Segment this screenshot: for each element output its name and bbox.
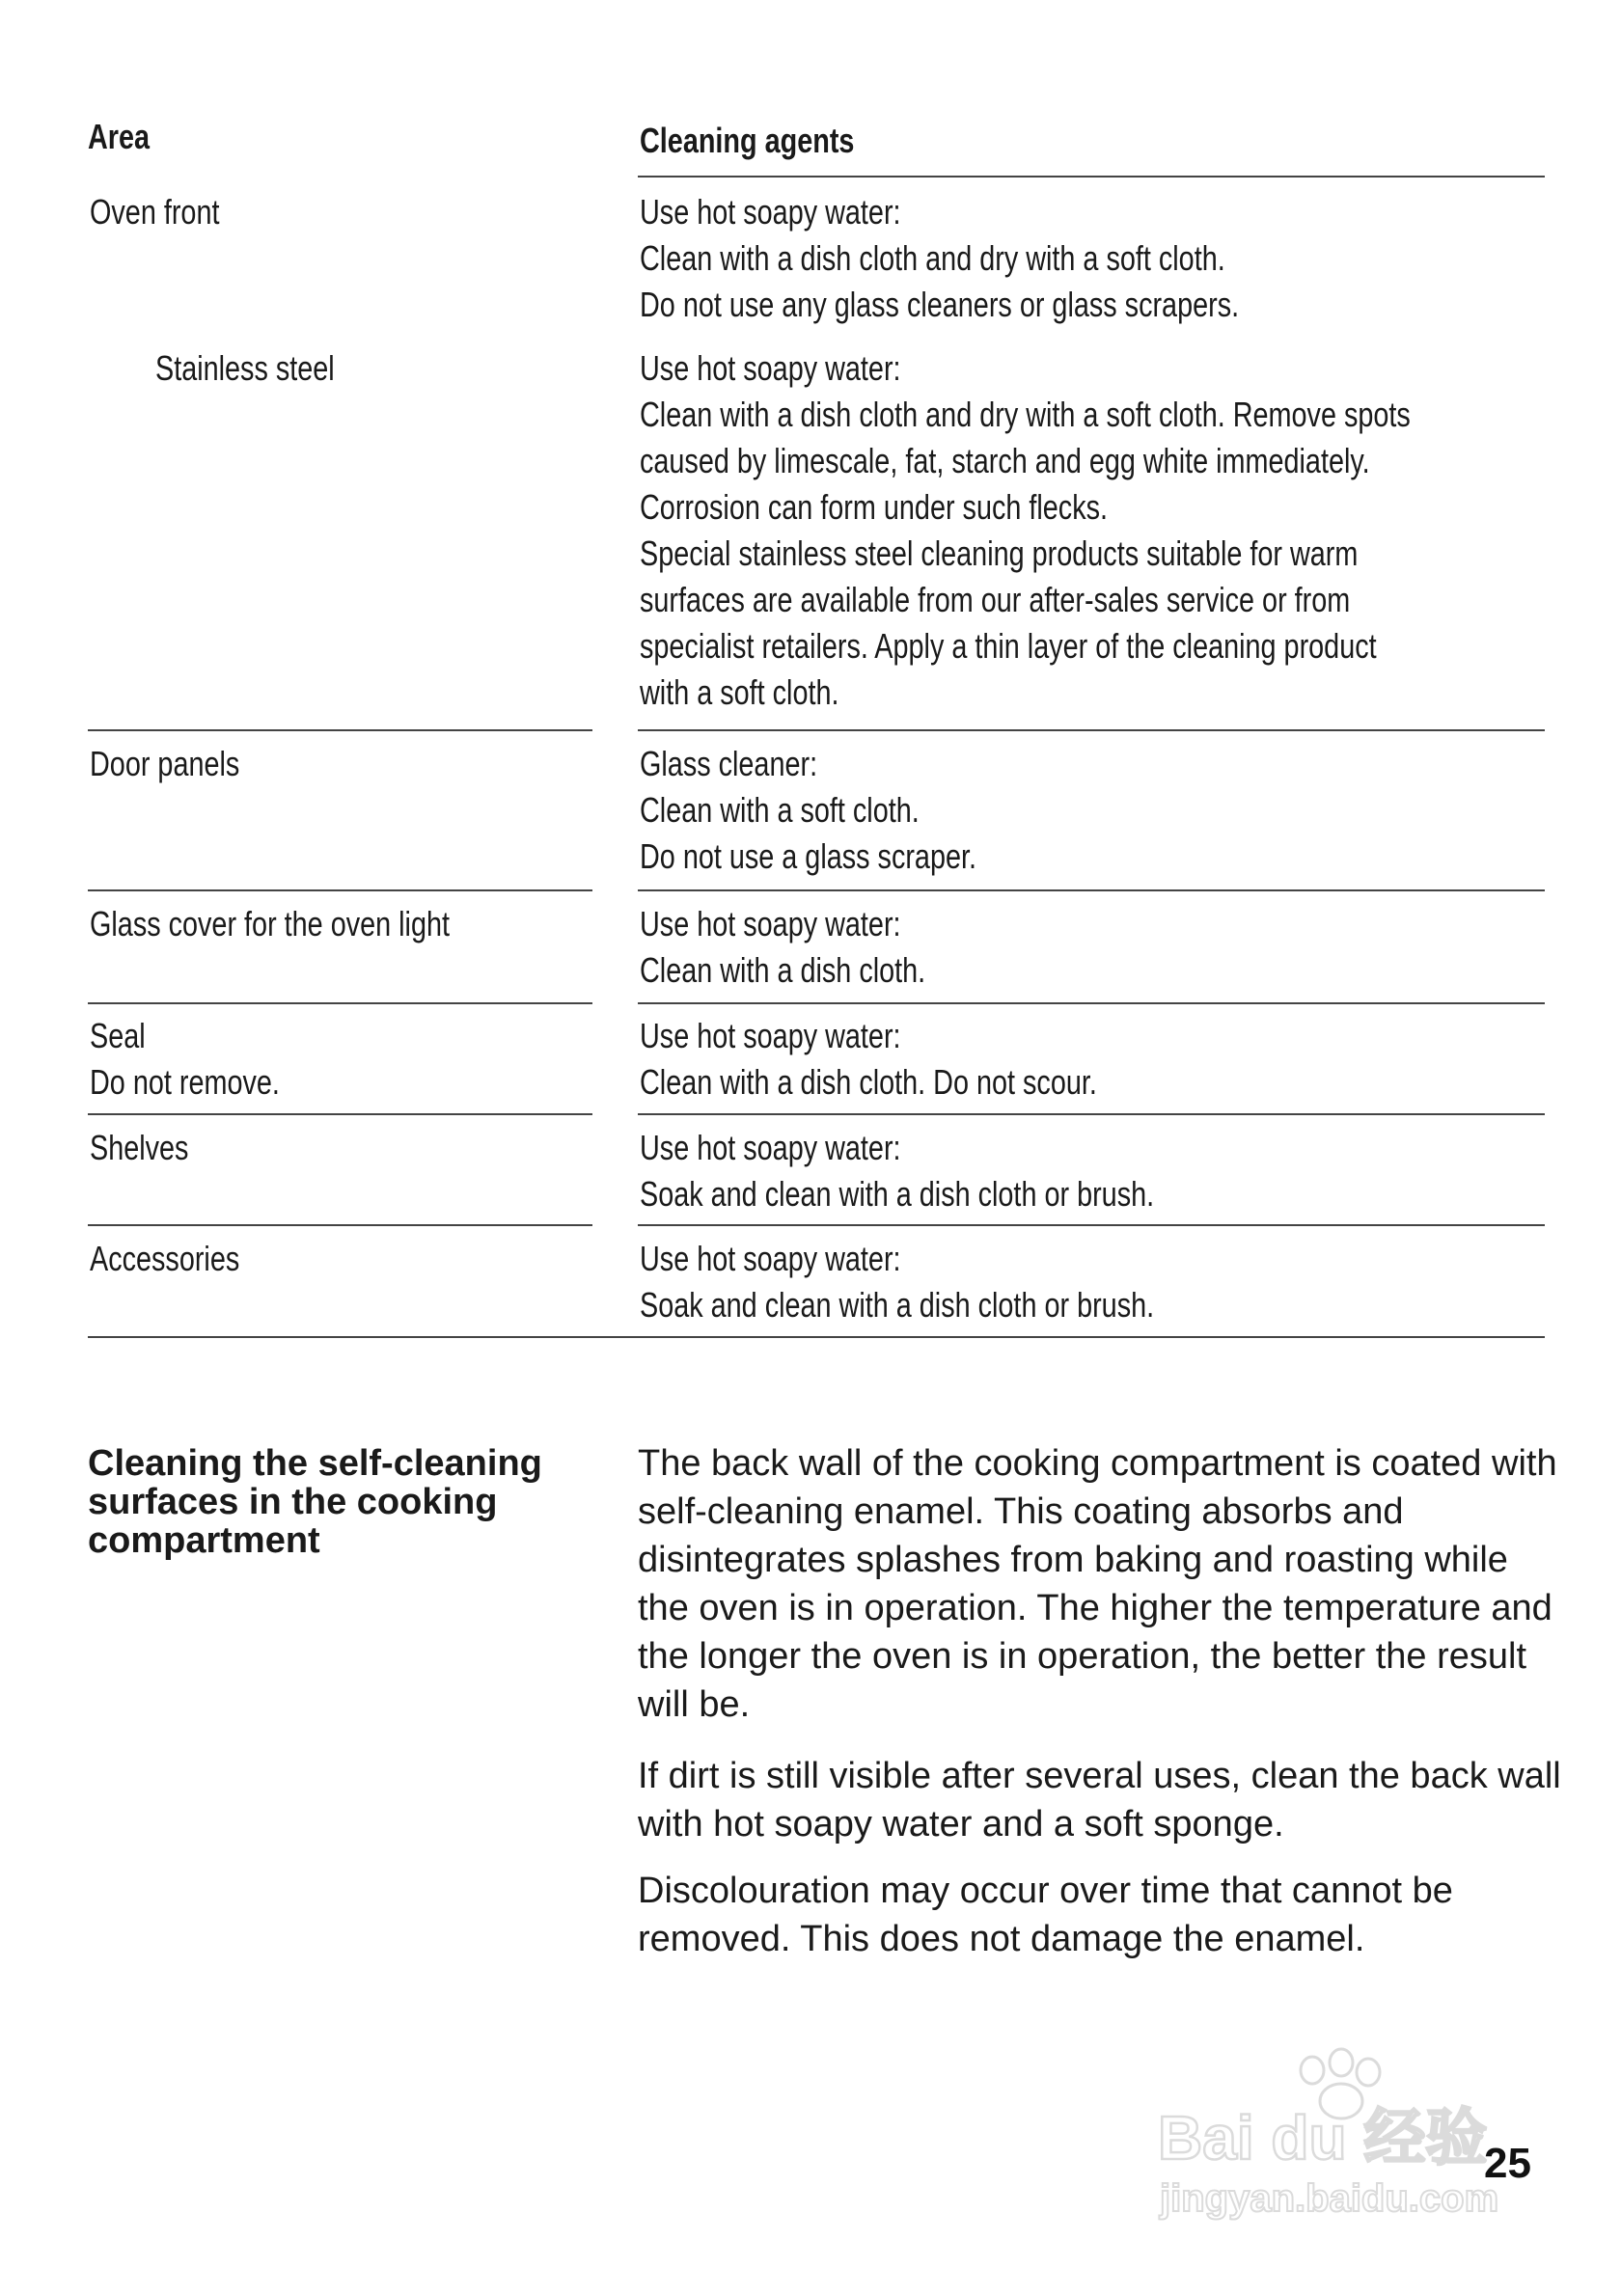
agents-glass-cover: Use hot soapy water: Clean with a dish cloth. [640, 904, 926, 990]
header-area: Area [88, 117, 151, 156]
agents-stainless-steel: Use hot soapy water: Clean with a dish cloth and dry with a soft cloth. Remove spots caused by limescale, fat, starch and egg white immediately. Corrosion can form under such flecks. Special stainless steel cleaning products suitable for warm surfaces are available from our after-sales service or from specialist retailers. Apply a thin layer of the cleaning product with a soft cloth. [640, 348, 1411, 712]
agents-oven-front: Use hot soapy water: Clean with a dish cloth and dry with a soft cloth. Do not use any glass cleaners or glass scrapers. [640, 192, 1240, 324]
area-glass-cover: Glass cover for the oven light [90, 904, 450, 943]
area-oven-front: Oven front [90, 192, 220, 232]
area-seal: Seal Do not remove. [90, 1016, 280, 1102]
row-rule [638, 1113, 1545, 1115]
row-rule [88, 729, 592, 731]
header-rule [638, 176, 1545, 178]
row-rule [88, 1224, 592, 1226]
watermark-brand: Bai du 经验 [1158, 2103, 1488, 2173]
area-stainless-steel: Stainless steel [155, 348, 335, 388]
row-rule [638, 889, 1545, 891]
area-door-panels: Door panels [90, 744, 240, 783]
row-rule [638, 729, 1545, 731]
section-title: Cleaning the self-cleaning surfaces in the cooking compartment [88, 1443, 542, 1561]
header-cleaning-agents: Cleaning agents [640, 121, 855, 160]
area-accessories: Accessories [90, 1239, 240, 1278]
page-number: 25 [1484, 2140, 1531, 2187]
baidu-watermark-logo [1148, 2045, 1553, 2228]
row-rule [88, 1113, 592, 1115]
agents-accessories: Use hot soapy water: Soak and clean with a dish cloth or brush. [640, 1239, 1155, 1325]
row-rule [88, 1002, 592, 1004]
watermark-url: jingyan.baidu.com [1160, 2177, 1499, 2220]
area-shelves: Shelves [90, 1128, 189, 1167]
row-rule [88, 889, 592, 891]
section-paragraph-1: The back wall of the cooking compartment is coated with self-cleaning enamel. This coating absorbs and disintegrates splashes from baking and roasting while the oven is in operation. The higher the temperature and the longer the oven is in operation, the better the result will be. [638, 1443, 1557, 1725]
row-rule [638, 1224, 1545, 1226]
agents-shelves: Use hot soapy water: Soak and clean with a dish cloth or brush. [640, 1128, 1155, 1214]
agents-seal: Use hot soapy water: Clean with a dish cloth. Do not scour. [640, 1016, 1097, 1102]
agents-door-panels: Glass cleaner: Clean with a soft cloth. Do not use a glass scraper. [640, 744, 976, 876]
row-rule [638, 1002, 1545, 1004]
section-paragraph-2: If dirt is still visible after several uses, clean the back wall with hot soapy water and a soft sponge. [638, 1756, 1561, 1845]
table-bottom-rule [88, 1336, 1545, 1338]
section-paragraph-3: Discolouration may occur over time that cannot be removed. This does not damage the enamel. [638, 1871, 1453, 1959]
